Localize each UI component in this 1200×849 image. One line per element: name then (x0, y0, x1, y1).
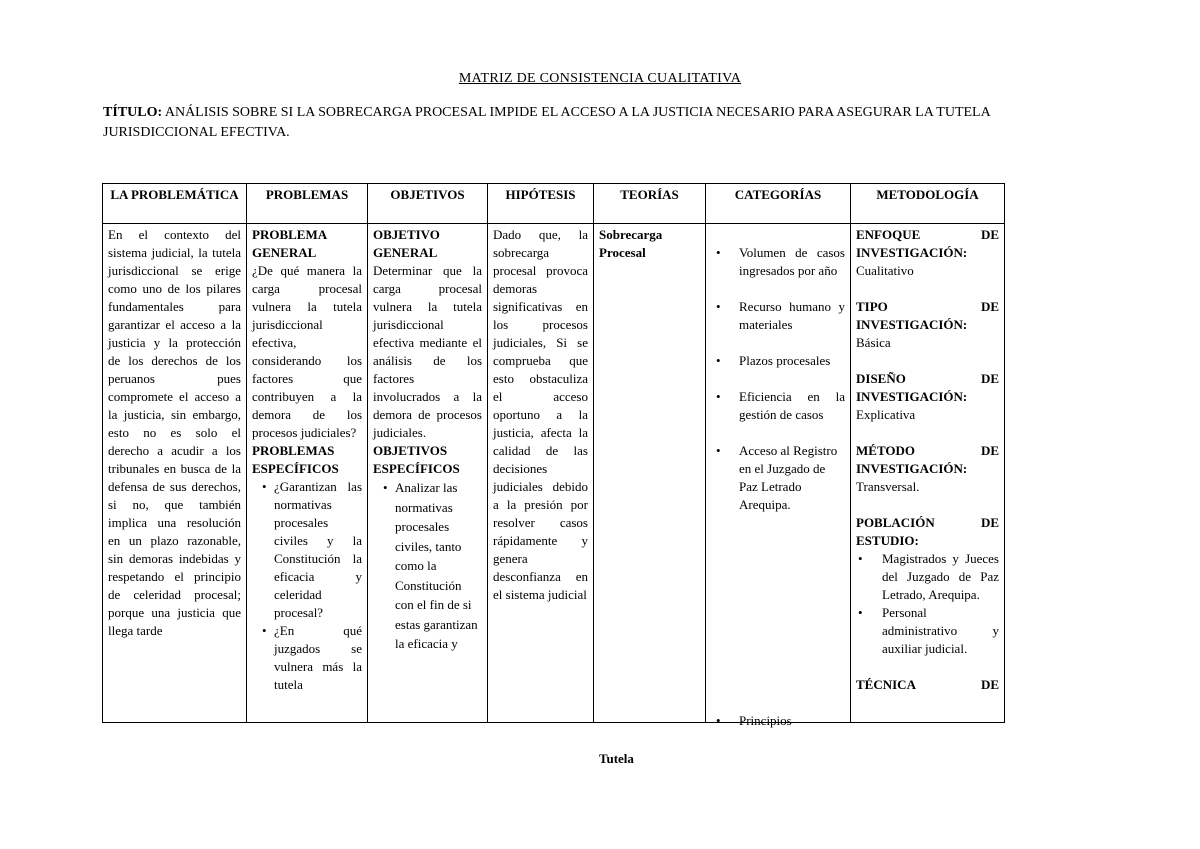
diseno-label: DISEÑO (856, 371, 906, 386)
metodo-block (856, 442, 999, 496)
categoria-item: • Acceso al Registro en el Juzgado de Paz Letrado Arequipa. (711, 442, 845, 514)
metodo-value: Transversal. (856, 479, 920, 494)
tipo-label: TIPO (856, 299, 888, 314)
enfoque-de: DE (980, 227, 999, 242)
poblacion-item: • Magistrados y Jueces del Juzgado de Paz Letrado, Arequipa. (856, 550, 999, 604)
enfoque-label: ENFOQUE (856, 227, 921, 242)
tecnica-de: DE (980, 677, 999, 692)
subtitle-label: TÍTULO: (103, 105, 163, 120)
problematica-text: En el contexto del sistema judicial, la tutela jurisdiccional se erige como uno de los pilares fundamentales para garantizar el acceso a la justicia y la protección de los derechos de los peruanos pues compromete el acceso a la justicia, sin embargo, esto no es solo el derecho a acudir a los tribunales en busca de la defensa de sus derechos, si no, que también implica una resolución en un plazo razonable, sin demoras indebidas y respetando el principio de celeridad procesal; porque una justicia que llega tarde (108, 227, 241, 638)
cell-hipotesis (488, 224, 594, 723)
cell-teorias (594, 224, 706, 766)
problema-general-title: PROBLEMA GENERAL (252, 227, 327, 260)
cell-metodologia (851, 224, 1005, 723)
header-categorias: CATEGORÍAS (706, 184, 851, 224)
problema-especifico-item: • ¿Garantizan las normativas procesales civiles y la Constitución la eficacia y celeridad procesal? (262, 478, 362, 622)
header-metodologia: METODOLOGÍA (851, 184, 1005, 224)
tipo-value: Básica (856, 335, 891, 350)
header-hipotesis: HIPÓTESIS (488, 184, 594, 224)
enfoque-block (856, 226, 999, 280)
header-objetivos: OBJETIVOS (368, 184, 488, 224)
categoria-item: • Eficiencia en la gestión de casos (711, 388, 845, 424)
tecnica-block (856, 676, 999, 694)
content-row (103, 224, 1005, 723)
tipo-block (856, 298, 999, 352)
poblacion-de: DE (980, 515, 999, 530)
metodo-label: MÉTODO (856, 443, 915, 458)
categoria-item: • Recurso humano y materiales (711, 298, 845, 334)
enfoque-value: Cualitativo (856, 263, 914, 278)
diseno-value: Explicativa (856, 407, 916, 422)
categoria-item: • Principios (711, 712, 841, 730)
header-row (103, 184, 1005, 224)
cell-problemas (247, 224, 368, 723)
problemas-especificos-title: PROBLEMAS ESPECÍFICOS (252, 443, 339, 476)
header-teorias: TEORÍAS (594, 184, 706, 224)
metodo-label-2: INVESTIGACIÓN: (856, 461, 968, 476)
enfoque-label-2: INVESTIGACIÓN: (856, 245, 968, 260)
document-subtitle (103, 103, 1013, 143)
tipo-de: DE (980, 299, 999, 314)
teoria-tutela: Tutela (599, 751, 634, 766)
problema-general-text: ¿De qué manera la carga procesal vulnera la tutela jurisdiccional efectiva, considerando los factores que contribuyen a la demora de los procesos judiciales? (252, 263, 362, 440)
header-problematica: LA PROBLEMÁTICA (103, 184, 247, 224)
objetivos-especificos-title: OBJETIVOS ESPECÍFICOS (373, 443, 460, 476)
cell-categorias (706, 224, 851, 728)
categoria-item: • Plazos procesales (711, 352, 845, 370)
poblacion-item: • Personal administrativo y auxiliar judicial. (856, 604, 999, 658)
subtitle-text: ANÁLISIS SOBRE SI LA SOBRECARGA PROCESAL IMPIDE EL ACCESO A LA JUSTICIA NECESARIO PARA ASEGURAR LA TUTELA JURISDICCIONAL EFECTIVA. (103, 105, 990, 140)
objetivo-especifico-item: • Analizar las normativas procesales civiles, tanto como la Constitución con el fin de si estas garantizan la eficacia y (383, 478, 482, 654)
diseno-label-2: INVESTIGACIÓN: (856, 389, 968, 404)
tecnica-label: TÉCNICA (856, 677, 916, 692)
diseno-block (856, 370, 999, 424)
cell-problematica (103, 224, 247, 723)
problema-especifico-item: • ¿En qué juzgados se vulnera más la tutela (262, 622, 362, 694)
consistency-matrix-table (102, 183, 1005, 766)
poblacion-block (856, 514, 999, 658)
poblacion-label: POBLACIÓN (856, 515, 935, 530)
poblacion-label-2: ESTUDIO: (856, 533, 919, 548)
cell-objetivos (368, 224, 488, 723)
page-title: MATRIZ DE CONSISTENCIA CUALITATIVA (458, 71, 742, 86)
header-problemas: PROBLEMAS (247, 184, 368, 224)
hipotesis-text: Dado que, la sobrecarga procesal provoca demoras significativas en los procesos judiciales, Si se comprueba que esto obstaculiza el acceso oportuno a la justicia, afecta la calidad de las decisiones judiciales debido a la presión por resolver casos rápidamente y genera desconfianza en el sistema judicial (493, 227, 588, 602)
objetivo-general-title: OBJETIVO GENERAL (373, 227, 440, 260)
metodo-de: DE (980, 443, 999, 458)
diseno-de: DE (980, 371, 999, 386)
teoria-sobrecarga: Sobrecarga Procesal (599, 227, 663, 260)
categoria-item: • Volumen de casos ingresados por año (711, 244, 845, 280)
tipo-label-2: INVESTIGACIÓN: (856, 317, 968, 332)
objetivo-general-text: Determinar que la carga procesal vulnera la tutela jurisdiccional efectiva mediante el análisis de los factores involucrados a la demora de procesos judiciales. (373, 263, 482, 440)
